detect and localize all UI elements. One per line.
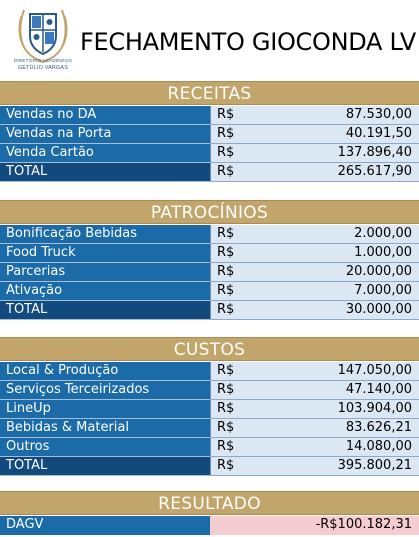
row-value-cell <box>210 106 419 125</box>
row-amount: 83.626,21 <box>345 420 412 435</box>
table-row <box>0 282 419 301</box>
table-row <box>0 400 419 419</box>
table-row <box>0 244 419 263</box>
table-row <box>0 144 419 163</box>
currency-symbol: R$ <box>217 145 235 160</box>
section-title-resultado: RESULTADO <box>0 491 419 515</box>
row-value-cell <box>210 400 419 419</box>
row-value-cell <box>210 419 419 438</box>
row-value-cell <box>210 244 419 263</box>
row-label: Outros <box>0 438 210 457</box>
row-label: Vendas no DA <box>0 106 210 125</box>
row-label: Bonificação Bebidas <box>0 225 210 244</box>
currency-symbol: R$ <box>217 107 235 122</box>
row-value-cell <box>210 163 419 182</box>
row-label: Local & Produção <box>0 362 210 381</box>
total-row <box>0 163 419 182</box>
row-amount: 1.000,00 <box>354 245 412 260</box>
row-value-cell <box>210 301 419 320</box>
row-label: Venda Cartão <box>0 144 210 163</box>
row-value-cell <box>210 125 419 144</box>
section-title-receitas: RECEITAS <box>0 81 419 105</box>
currency-symbol: R$ <box>217 458 235 473</box>
row-amount: 87.530,00 <box>345 107 412 122</box>
row-amount: 20.000,00 <box>345 264 412 279</box>
row-amount: 30.000,00 <box>345 302 412 317</box>
table-row <box>0 263 419 282</box>
row-amount: 40.191,50 <box>345 126 412 141</box>
table-row <box>0 106 419 125</box>
currency-symbol: R$ <box>217 226 235 241</box>
currency-symbol: R$ <box>217 245 235 260</box>
page-title: FECHAMENTO GIOCONDA LV <box>80 28 417 56</box>
row-label: Food Truck <box>0 244 210 263</box>
section-title-custos: CUSTOS <box>0 337 419 361</box>
logo-caption-top: DIRETÓRIO ACADÊMICO <box>13 58 73 63</box>
table-row <box>0 419 419 438</box>
section-title-patrocinios: PATROCÍNIOS <box>0 200 419 224</box>
currency-symbol: R$ <box>217 439 235 454</box>
row-label: LineUp <box>0 400 210 419</box>
currency-symbol: R$ <box>217 302 235 317</box>
row-value-cell <box>210 381 419 400</box>
logo-caption-bottom: GETÚLIO VARGAS <box>17 65 69 71</box>
row-amount: 103.904,00 <box>337 401 412 416</box>
currency-symbol: R$ <box>217 164 235 179</box>
row-value-cell <box>210 438 419 457</box>
row-label: TOTAL <box>0 457 210 476</box>
row-label: Parcerias <box>0 263 210 282</box>
row-label: Bebidas & Material <box>0 419 210 438</box>
table-row <box>0 362 419 381</box>
total-row <box>0 301 419 320</box>
row-label: TOTAL <box>0 301 210 320</box>
row-value-cell <box>210 225 419 244</box>
currency-symbol: R$ <box>217 126 235 141</box>
row-value-cell <box>210 282 419 301</box>
table-row <box>0 225 419 244</box>
currency-symbol: R$ <box>217 401 235 416</box>
row-label: Vendas na Porta <box>0 125 210 144</box>
row-amount: 14.080,00 <box>345 439 412 454</box>
currency-symbol: R$ <box>217 420 235 435</box>
row-amount: 137.896,40 <box>337 145 412 160</box>
row-amount: 47.140,00 <box>345 382 412 397</box>
currency-symbol: R$ <box>217 283 235 298</box>
table-row <box>0 125 419 144</box>
row-label: Serviços Terceirizados <box>0 381 210 400</box>
row-value-cell <box>210 263 419 282</box>
row-amount: 7.000,00 <box>354 283 412 298</box>
row-amount: 147.050,00 <box>337 363 412 378</box>
row-amount: 265.617,90 <box>337 164 412 179</box>
row-amount: 395.800,21 <box>337 458 412 473</box>
row-value-cell <box>210 144 419 163</box>
row-value-cell <box>210 457 419 476</box>
row-value-cell <box>210 362 419 381</box>
row-amount: 2.000,00 <box>354 226 412 241</box>
total-row <box>0 457 419 476</box>
header <box>0 0 419 80</box>
table-row <box>0 438 419 457</box>
result-amount: -R$100.182,31 <box>210 516 419 535</box>
result-row <box>0 516 419 535</box>
table-row <box>0 381 419 400</box>
row-label: TOTAL <box>0 163 210 182</box>
currency-symbol: R$ <box>217 363 235 378</box>
row-label: Ativação <box>0 282 210 301</box>
currency-symbol: R$ <box>217 382 235 397</box>
result-label: DAGV <box>0 516 210 535</box>
currency-symbol: R$ <box>217 264 235 279</box>
